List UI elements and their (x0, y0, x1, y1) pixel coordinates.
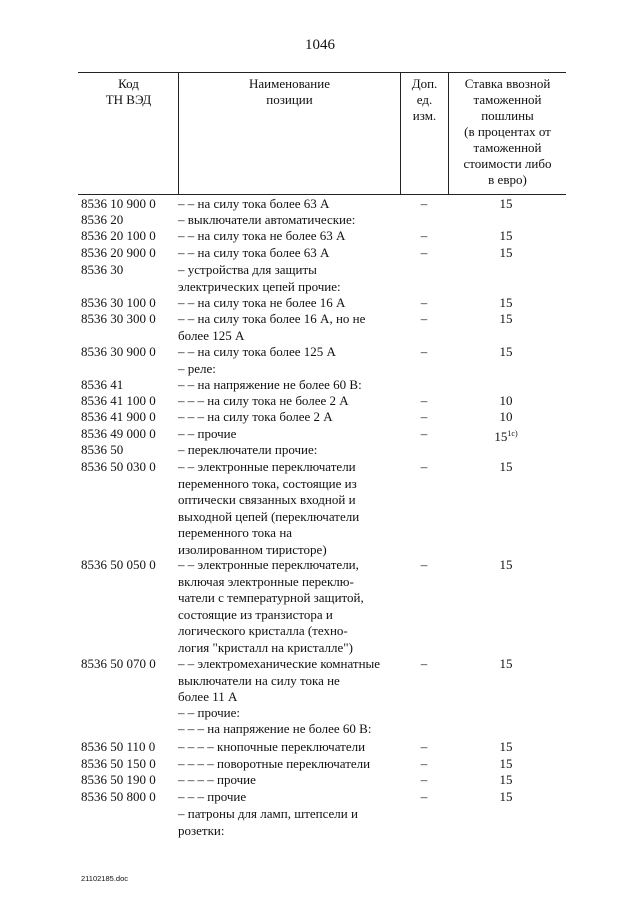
row-rate (450, 228, 562, 245)
row-name: – – – на силу тока более 2 А (178, 409, 333, 424)
row-code: 8536 50 050 0 (81, 557, 156, 572)
row-unit: – (420, 409, 428, 424)
row-rate (450, 756, 562, 773)
row-code: 8536 50 070 0 (81, 656, 156, 671)
row-code: 8536 50 110 0 (81, 739, 156, 754)
row-rate (450, 344, 562, 361)
row-rate-value: 15 (499, 739, 513, 754)
row-name: – – – – прочие (178, 772, 256, 787)
row-code: 8536 20 (81, 212, 124, 227)
row-unit: – (420, 196, 428, 211)
row-unit: – (420, 739, 428, 754)
row-rate (450, 656, 562, 673)
header-rate: Ставка ввозной таможенной пошлины (в процентах от таможенной стоимости либо в евро) (463, 76, 552, 187)
row-code: 8536 50 (81, 442, 124, 457)
row-code: 8536 30 900 0 (81, 344, 156, 359)
row-code: 8536 41 (81, 377, 124, 392)
row-rate-value: 15 (499, 459, 513, 474)
row-code: 8536 50 800 0 (81, 789, 156, 804)
row-name: – переключатели прочие: (178, 442, 318, 457)
row-code: 8536 30 (81, 262, 124, 277)
header-name: Наименование позиции (249, 76, 330, 107)
row-rate-value: 15 (499, 196, 513, 211)
footer-filename: 21102185.doc (81, 874, 128, 883)
row-name: – – прочие (178, 426, 237, 441)
header-code: Код ТН ВЭД (105, 76, 152, 107)
row-code: 8536 20 100 0 (81, 228, 156, 243)
row-code: 8536 41 100 0 (81, 393, 156, 408)
row-unit: – (420, 393, 428, 408)
row-rate-value: 15 (499, 789, 513, 804)
row-unit: – (420, 459, 428, 474)
row-rate-value: 15 (499, 311, 513, 326)
row-name: – – электромеханические комнатные выключатели на силу тока не более 11 А (178, 656, 381, 704)
row-unit: – (420, 344, 428, 359)
row-rate (450, 459, 562, 476)
row-code: 8536 10 900 0 (81, 196, 156, 211)
row-code: 8536 30 100 0 (81, 295, 156, 310)
row-name: – выключатели автоматические: (178, 212, 356, 227)
row-rate (450, 739, 562, 756)
row-unit: – (420, 245, 428, 260)
header-unit: Доп. ед. изм. (411, 76, 438, 123)
row-name: – патроны для ламп, штепсели и розетки: (178, 806, 358, 838)
page-number: 1046 (305, 37, 335, 53)
table-top-rule (78, 72, 566, 73)
row-rate-value: 15 (494, 429, 508, 444)
row-rate (450, 426, 562, 446)
row-rate (450, 295, 562, 312)
row-unit: – (420, 228, 428, 243)
rate-footnote-mark: 1c) (507, 429, 518, 438)
row-rate (450, 311, 562, 328)
row-code: 8536 41 900 0 (81, 409, 156, 424)
row-rate (450, 196, 562, 213)
row-rate-value: 15 (499, 228, 513, 243)
row-name: – – на силу тока более 125 А (178, 344, 336, 359)
row-name: – реле: (178, 361, 216, 376)
row-name: – – на силу тока более 63 А (178, 245, 330, 260)
row-rate (450, 393, 562, 410)
row-unit: – (420, 756, 428, 771)
row-rate-value: 15 (499, 557, 513, 572)
row-rate (450, 789, 562, 806)
row-name: – – – – кнопочные переключатели (178, 739, 366, 754)
row-unit: – (420, 772, 428, 787)
row-rate (450, 772, 562, 789)
row-name: – устройства для защиты электрических цепей прочие: (178, 262, 341, 294)
row-name: – – прочие: (178, 705, 240, 720)
row-code: 8536 50 190 0 (81, 772, 156, 787)
row-unit: – (420, 656, 428, 671)
row-code: 8536 50 030 0 (81, 459, 156, 474)
row-name: – – на силу тока более 63 А (178, 196, 330, 211)
row-rate-value: 15 (499, 772, 513, 787)
row-unit: – (420, 789, 428, 804)
row-rate-value: 15 (499, 344, 513, 359)
row-rate (450, 557, 562, 574)
row-code: 8536 20 900 0 (81, 245, 156, 260)
row-unit: – (420, 295, 428, 310)
row-name: – – – на силу тока не более 2 А (178, 393, 349, 408)
row-rate-value: 15 (499, 756, 513, 771)
header-bottom-rule (78, 194, 566, 195)
row-name: – – электронные переключатели переменного тока, состоящие из оптически связанных входной и выходной цепей (переключатели переменного тока на изолированном тиристоре) (178, 459, 360, 557)
row-rate-value: 15 (499, 656, 513, 671)
row-name: – – – прочие (178, 789, 247, 804)
row-name: – – электронные переключатели, включая электронные переклю- чатели с температурной защитой, состоящие из транзистора и логического кристалла (техно- логия "кристалл на кристалле") (178, 557, 364, 655)
row-unit: – (420, 311, 428, 326)
row-rate-value: 10 (499, 409, 513, 424)
row-name: – – на силу тока не более 63 А (178, 228, 346, 243)
row-rate-value: 15 (499, 245, 513, 260)
row-name: – – – – поворотные переключатели (178, 756, 371, 771)
row-name: – – на напряжение не более 60 В: (178, 377, 362, 392)
row-code: 8536 50 150 0 (81, 756, 156, 771)
row-name: – – на силу тока более 16 А, но не более 125 А (178, 311, 366, 343)
row-unit: – (420, 557, 428, 572)
row-code: 8536 30 300 0 (81, 311, 156, 326)
row-code: 8536 49 000 0 (81, 426, 156, 441)
row-rate-value: 15 (499, 295, 513, 310)
row-rate (450, 245, 562, 262)
row-unit: – (420, 426, 428, 441)
row-name: – – – на напряжение не более 60 В: (178, 721, 372, 736)
row-name: – – на силу тока не более 16 А (178, 295, 346, 310)
row-rate-value: 10 (499, 393, 513, 408)
row-rate (450, 409, 562, 426)
